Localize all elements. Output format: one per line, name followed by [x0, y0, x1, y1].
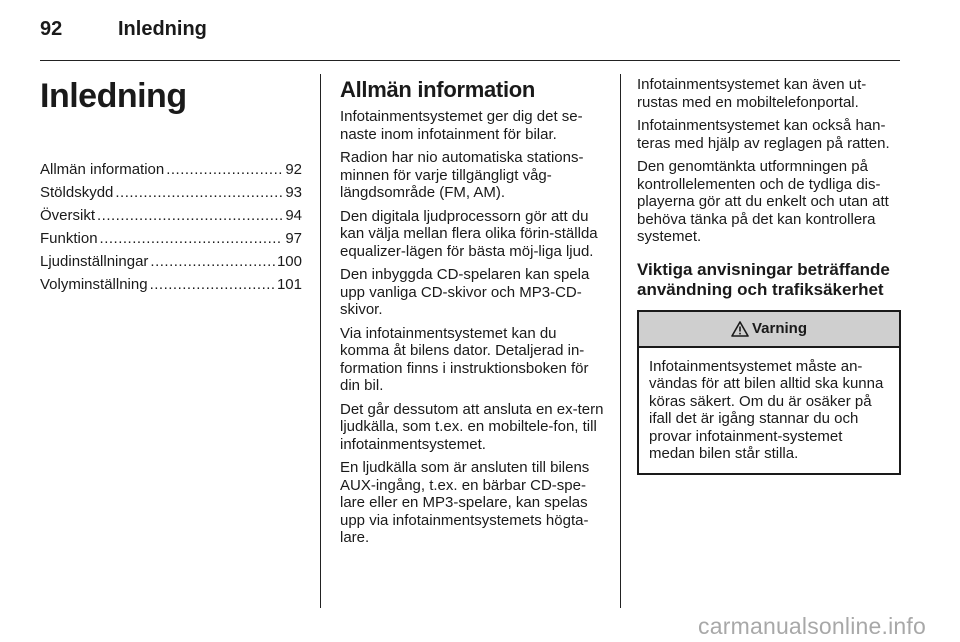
- toc-label: Ljudinställningar: [40, 253, 149, 270]
- toc-entry-oversikt[interactable]: [40, 204, 302, 227]
- section-column: [340, 62, 604, 553]
- header-divider: [40, 60, 900, 61]
- toc-leader: [97, 204, 283, 227]
- toc-label: Översikt: [40, 207, 96, 224]
- paragraph: En ljudkälla som är ansluten till bilens AUX-ingång, t.ex. en bärbar CD-spe-lare eller en MP3-spelare, kan spelas upp via infotainmentsystemets högta-lare.: [340, 459, 590, 546]
- column-divider-2: [620, 74, 621, 608]
- running-title: Inledning: [118, 18, 207, 40]
- toc-page-number: 100: [276, 253, 302, 270]
- toc-leader: [150, 273, 275, 296]
- paragraph: Infotainmentsystemet kan också han-teras med hjälp av reglagen på ratten.: [637, 117, 890, 152]
- page-number: 92: [40, 18, 63, 40]
- table-of-contents: [40, 158, 302, 296]
- watermark: carmanualsonline.info: [698, 613, 926, 639]
- toc-entry-volyminstallning[interactable]: [40, 273, 302, 296]
- subsection-title: Viktiga anvisningar beträffande användning och trafiksäkerhet: [637, 259, 890, 299]
- toc-label: Volyminställning: [40, 276, 148, 293]
- toc-column: [40, 62, 302, 296]
- toc-entry-allman-information[interactable]: [40, 158, 302, 181]
- toc-entry-ljudinstallningar[interactable]: [40, 250, 302, 273]
- paragraph: Radion har nio automatiska stations-minnen för varje tillgängligt våg-längdsområde (FM, AM).: [340, 149, 584, 201]
- toc-page-number: 92: [285, 161, 302, 178]
- toc-page-number: 94: [285, 207, 302, 224]
- toc-leader: [166, 158, 283, 181]
- third-column: [637, 62, 901, 475]
- toc-label: Funktion: [40, 230, 98, 247]
- paragraph: Det går dessutom att ansluta en ex-tern ljudkälla, som t.ex. en mobiltele-fon, till infotainmentsystemet.: [340, 400, 604, 453]
- paragraph: Infotainmentsystemet ger dig det se-naste inom infotainment för bilar.: [340, 108, 583, 143]
- paragraph: Infotainmentsystemet kan även ut-rustas med en mobiltelefonportal.: [637, 76, 867, 111]
- toc-entry-stoldskydd[interactable]: [40, 181, 302, 204]
- warning-text: Infotainmentsystemet måste an-vändas för att bilen alltid ska kunna köras säkert. Om du är osäker på ifall det är igång stannar du och provar infotainment-systemet medan bilen står stilla.: [649, 357, 884, 462]
- toc-page-number: 101: [276, 276, 302, 293]
- page-header: [40, 18, 207, 48]
- column-divider-1: [320, 74, 321, 608]
- toc-page-number: 93: [285, 184, 302, 201]
- paragraph: Den inbyggda CD-spelaren kan spela upp vanliga CD-skivor och MP3-CD-skivor.: [340, 266, 590, 318]
- warning-label: Varning: [751, 320, 807, 337]
- toc-entry-funktion[interactable]: [40, 227, 302, 250]
- toc-leader: [115, 181, 283, 204]
- toc-label: Stöldskydd: [40, 184, 114, 201]
- warning-header: [639, 312, 899, 348]
- toc-page-number: 97: [285, 230, 302, 247]
- paragraph: Den digitala ljudprocessorn gör att du kan välja mellan flera olika förin-ställda equalizer-lägen för bästa möj-liga ljud.: [340, 207, 598, 260]
- toc-leader: [100, 227, 284, 250]
- warning-box: [637, 310, 901, 475]
- paragraph: Via infotainmentsystemet kan du komma åt bilens dator. Detaljerad in-formation finns i instruktionsboken för din bil.: [340, 324, 589, 394]
- warning-triangle-icon: [731, 321, 749, 337]
- section-title: Allmän information: [340, 77, 536, 102]
- paragraph: Den genomtänkta utformningen på kontrollelementen och de tydliga dis-playerna gör att du enkelt och utan att behöva tänka på det kan kontrollera systemet.: [637, 158, 889, 245]
- toc-leader: [150, 250, 275, 273]
- chapter-title: Inledning: [40, 77, 187, 115]
- toc-label: Allmän information: [40, 161, 165, 178]
